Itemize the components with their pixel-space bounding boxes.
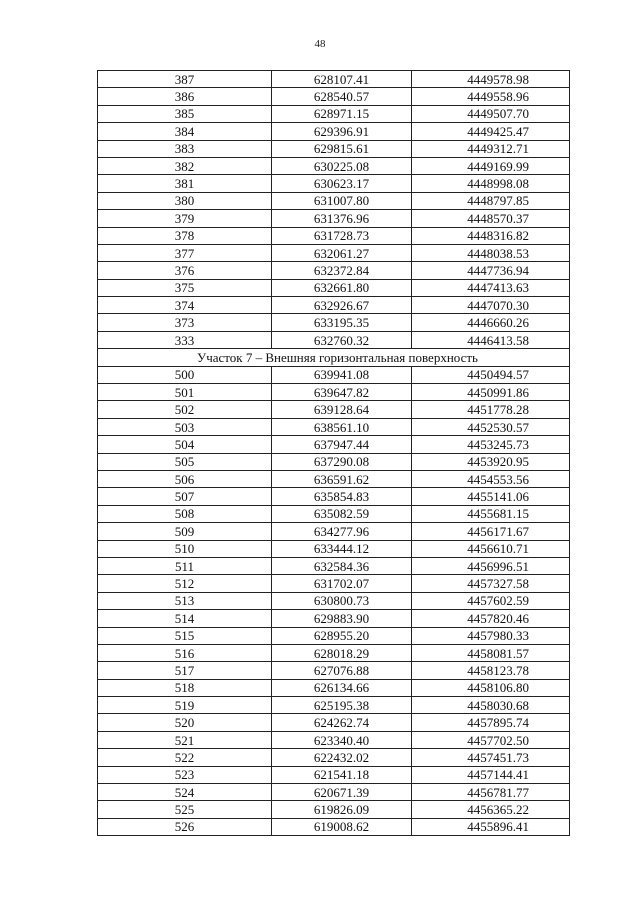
y-coordinate-cell: 4452530.57 — [412, 418, 570, 435]
y-coordinate-cell: 4447070.30 — [412, 297, 570, 314]
y-coordinate-cell: 4449169.99 — [412, 157, 570, 174]
point-number-cell: 385 — [98, 105, 272, 122]
y-coordinate-cell: 4456610.71 — [412, 540, 570, 557]
x-coordinate-cell: 638561.10 — [272, 418, 412, 435]
point-number-cell: 504 — [98, 436, 272, 453]
point-number-cell: 377 — [98, 244, 272, 261]
point-number-cell: 505 — [98, 453, 272, 470]
table-row — [98, 175, 570, 192]
table-row — [98, 488, 570, 505]
x-coordinate-cell: 635854.83 — [272, 488, 412, 505]
section-title: Участок 7 – Внешняя горизонтальная поверхность — [98, 349, 570, 366]
x-coordinate-cell: 628971.15 — [272, 105, 412, 122]
table-row — [98, 505, 570, 522]
x-coordinate-cell: 629396.91 — [272, 123, 412, 140]
table-row — [98, 523, 570, 540]
point-number-cell: 517 — [98, 662, 272, 679]
y-coordinate-cell: 4446660.26 — [412, 314, 570, 331]
y-coordinate-cell: 4455141.06 — [412, 488, 570, 505]
point-number-cell: 510 — [98, 540, 272, 557]
x-coordinate-cell: 632760.32 — [272, 331, 412, 348]
point-number-cell: 522 — [98, 749, 272, 766]
x-coordinate-cell: 631728.73 — [272, 227, 412, 244]
y-coordinate-cell: 4457895.74 — [412, 714, 570, 731]
point-number-cell: 513 — [98, 592, 272, 609]
point-number-cell: 380 — [98, 192, 272, 209]
table-row — [98, 140, 570, 157]
y-coordinate-cell: 4448038.53 — [412, 244, 570, 261]
y-coordinate-cell: 4446413.58 — [412, 331, 570, 348]
table-row — [98, 662, 570, 679]
point-number-cell: 503 — [98, 418, 272, 435]
y-coordinate-cell: 4450991.86 — [412, 384, 570, 401]
y-coordinate-cell: 4449558.96 — [412, 88, 570, 105]
table-row — [98, 297, 570, 314]
table-row — [98, 470, 570, 487]
table-row — [98, 314, 570, 331]
point-number-cell: 506 — [98, 470, 272, 487]
x-coordinate-cell: 621541.18 — [272, 766, 412, 783]
point-number-cell: 524 — [98, 784, 272, 801]
table-row — [98, 88, 570, 105]
point-number-cell: 502 — [98, 401, 272, 418]
table-row — [98, 749, 570, 766]
x-coordinate-cell: 624262.74 — [272, 714, 412, 731]
point-number-cell: 387 — [98, 71, 272, 88]
x-coordinate-cell: 633444.12 — [272, 540, 412, 557]
point-number-cell: 381 — [98, 175, 272, 192]
y-coordinate-cell: 4458030.68 — [412, 697, 570, 714]
x-coordinate-cell: 639647.82 — [272, 384, 412, 401]
table-row — [98, 453, 570, 470]
table-row — [98, 557, 570, 574]
y-coordinate-cell: 4456171.67 — [412, 523, 570, 540]
table-row — [98, 71, 570, 88]
y-coordinate-cell: 4447736.94 — [412, 262, 570, 279]
y-coordinate-cell: 4451778.28 — [412, 401, 570, 418]
x-coordinate-cell: 619826.09 — [272, 801, 412, 818]
point-number-cell: 525 — [98, 801, 272, 818]
table-row — [98, 592, 570, 609]
y-coordinate-cell: 4449507.70 — [412, 105, 570, 122]
table-row — [98, 731, 570, 748]
x-coordinate-cell: 628107.41 — [272, 71, 412, 88]
point-number-cell: 379 — [98, 210, 272, 227]
table-row — [98, 610, 570, 627]
y-coordinate-cell: 4456996.51 — [412, 557, 570, 574]
point-number-cell: 519 — [98, 697, 272, 714]
point-number-cell: 526 — [98, 818, 272, 835]
x-coordinate-cell: 637290.08 — [272, 453, 412, 470]
x-coordinate-cell: 633195.35 — [272, 314, 412, 331]
point-number-cell: 514 — [98, 610, 272, 627]
x-coordinate-cell: 619008.62 — [272, 818, 412, 835]
x-coordinate-cell: 628955.20 — [272, 627, 412, 644]
point-number-cell: 376 — [98, 262, 272, 279]
page-number: 48 — [314, 38, 326, 50]
table-row — [98, 697, 570, 714]
table-row — [98, 766, 570, 783]
coordinates-table — [97, 70, 570, 836]
table-row — [98, 262, 570, 279]
point-number-cell: 375 — [98, 279, 272, 296]
y-coordinate-cell: 4448998.08 — [412, 175, 570, 192]
y-coordinate-cell: 4450494.57 — [412, 366, 570, 383]
y-coordinate-cell: 4448316.82 — [412, 227, 570, 244]
y-coordinate-cell: 4457602.59 — [412, 592, 570, 609]
x-coordinate-cell: 629815.61 — [272, 140, 412, 157]
x-coordinate-cell: 637947.44 — [272, 436, 412, 453]
table-row — [98, 210, 570, 227]
x-coordinate-cell: 630800.73 — [272, 592, 412, 609]
point-number-cell: 520 — [98, 714, 272, 731]
y-coordinate-cell: 4457451.73 — [412, 749, 570, 766]
table-row — [98, 627, 570, 644]
point-number-cell: 378 — [98, 227, 272, 244]
x-coordinate-cell: 628540.57 — [272, 88, 412, 105]
x-coordinate-cell: 630623.17 — [272, 175, 412, 192]
x-coordinate-cell: 630225.08 — [272, 157, 412, 174]
y-coordinate-cell: 4448797.85 — [412, 192, 570, 209]
x-coordinate-cell: 625195.38 — [272, 697, 412, 714]
table-row — [98, 192, 570, 209]
x-coordinate-cell: 628018.29 — [272, 644, 412, 661]
x-coordinate-cell: 635082.59 — [272, 505, 412, 522]
x-coordinate-cell: 626134.66 — [272, 679, 412, 696]
point-number-cell: 500 — [98, 366, 272, 383]
x-coordinate-cell: 622432.02 — [272, 749, 412, 766]
table-row — [98, 714, 570, 731]
table-row — [98, 384, 570, 401]
table-row — [98, 331, 570, 348]
x-coordinate-cell: 631702.07 — [272, 575, 412, 592]
point-number-cell: 373 — [98, 314, 272, 331]
point-number-cell: 521 — [98, 731, 272, 748]
y-coordinate-cell: 4449578.98 — [412, 71, 570, 88]
point-number-cell: 374 — [98, 297, 272, 314]
y-coordinate-cell: 4453245.73 — [412, 436, 570, 453]
y-coordinate-cell: 4448570.37 — [412, 210, 570, 227]
y-coordinate-cell: 4458081.57 — [412, 644, 570, 661]
point-number-cell: 384 — [98, 123, 272, 140]
table-row — [98, 366, 570, 383]
point-number-cell: 516 — [98, 644, 272, 661]
y-coordinate-cell: 4455681.15 — [412, 505, 570, 522]
table-row — [98, 644, 570, 661]
y-coordinate-cell: 4457820.46 — [412, 610, 570, 627]
x-coordinate-cell: 632926.67 — [272, 297, 412, 314]
x-coordinate-cell: 634277.96 — [272, 523, 412, 540]
table-row — [98, 801, 570, 818]
point-number-cell: 511 — [98, 557, 272, 574]
point-number-cell: 509 — [98, 523, 272, 540]
x-coordinate-cell: 639941.08 — [272, 366, 412, 383]
y-coordinate-cell: 4458123.78 — [412, 662, 570, 679]
y-coordinate-cell: 4453920.95 — [412, 453, 570, 470]
point-number-cell: 386 — [98, 88, 272, 105]
table-row — [98, 279, 570, 296]
x-coordinate-cell: 620671.39 — [272, 784, 412, 801]
table-row — [98, 540, 570, 557]
coordinates-table-body — [98, 71, 570, 836]
x-coordinate-cell: 631007.80 — [272, 192, 412, 209]
table-row — [98, 401, 570, 418]
y-coordinate-cell: 4449312.71 — [412, 140, 570, 157]
table-row — [98, 157, 570, 174]
table-row — [98, 784, 570, 801]
x-coordinate-cell: 632061.27 — [272, 244, 412, 261]
point-number-cell: 508 — [98, 505, 272, 522]
table-row — [98, 418, 570, 435]
x-coordinate-cell: 631376.96 — [272, 210, 412, 227]
point-number-cell: 518 — [98, 679, 272, 696]
point-number-cell: 383 — [98, 140, 272, 157]
point-number-cell: 333 — [98, 331, 272, 348]
section-row — [98, 349, 570, 366]
table-row — [98, 227, 570, 244]
table-row — [98, 818, 570, 835]
point-number-cell: 382 — [98, 157, 272, 174]
y-coordinate-cell: 4457980.33 — [412, 627, 570, 644]
y-coordinate-cell: 4457702.50 — [412, 731, 570, 748]
table-row — [98, 436, 570, 453]
x-coordinate-cell: 629883.90 — [272, 610, 412, 627]
x-coordinate-cell: 632584.36 — [272, 557, 412, 574]
point-number-cell: 515 — [98, 627, 272, 644]
y-coordinate-cell: 4456781.77 — [412, 784, 570, 801]
point-number-cell: 512 — [98, 575, 272, 592]
x-coordinate-cell: 623340.40 — [272, 731, 412, 748]
table-row — [98, 244, 570, 261]
y-coordinate-cell: 4458106.80 — [412, 679, 570, 696]
y-coordinate-cell: 4457327.58 — [412, 575, 570, 592]
y-coordinate-cell: 4456365.22 — [412, 801, 570, 818]
table-row — [98, 105, 570, 122]
table-row — [98, 679, 570, 696]
table-row — [98, 123, 570, 140]
x-coordinate-cell: 632372.84 — [272, 262, 412, 279]
x-coordinate-cell: 636591.62 — [272, 470, 412, 487]
x-coordinate-cell: 632661.80 — [272, 279, 412, 296]
y-coordinate-cell: 4449425.47 — [412, 123, 570, 140]
point-number-cell: 501 — [98, 384, 272, 401]
y-coordinate-cell: 4447413.63 — [412, 279, 570, 296]
x-coordinate-cell: 627076.88 — [272, 662, 412, 679]
y-coordinate-cell: 4457144.41 — [412, 766, 570, 783]
x-coordinate-cell: 639128.64 — [272, 401, 412, 418]
point-number-cell: 507 — [98, 488, 272, 505]
point-number-cell: 523 — [98, 766, 272, 783]
table-row — [98, 575, 570, 592]
y-coordinate-cell: 4454553.56 — [412, 470, 570, 487]
y-coordinate-cell: 4455896.41 — [412, 818, 570, 835]
